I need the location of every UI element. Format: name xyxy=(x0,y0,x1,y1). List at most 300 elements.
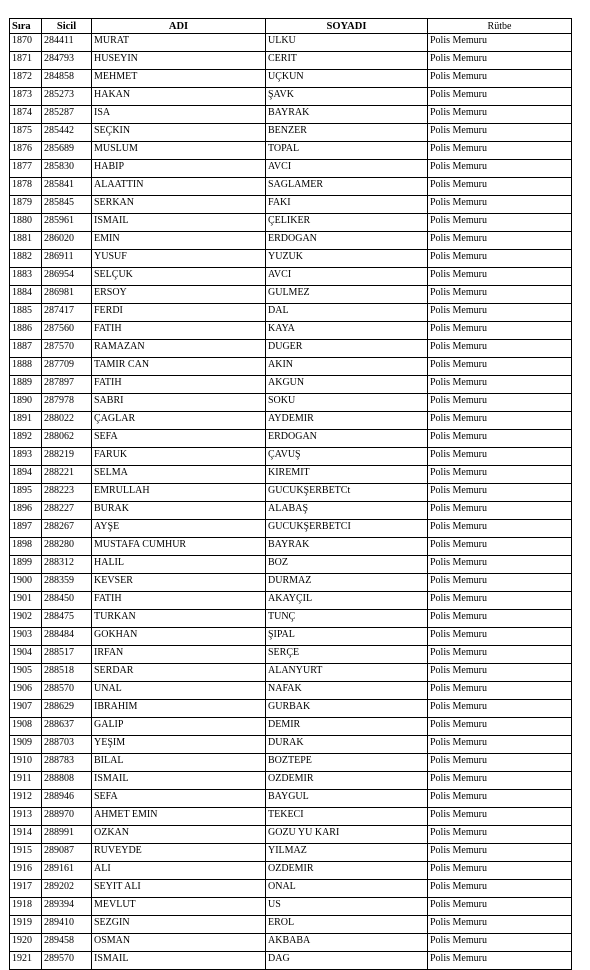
table-row xyxy=(10,538,572,556)
cell-adi: IRFAN xyxy=(92,646,266,664)
cell-sicil: 284858 xyxy=(42,70,92,88)
cell-rutbe: Polis Memuru xyxy=(428,466,572,484)
cell-sicil: 285845 xyxy=(42,196,92,214)
header-sicil: Sicil xyxy=(42,19,92,34)
cell-adi: MEVLUT xyxy=(92,898,266,916)
cell-sira: 1892 xyxy=(10,430,42,448)
cell-adi: SERKAN xyxy=(92,196,266,214)
table-row xyxy=(10,358,572,376)
cell-sira: 1875 xyxy=(10,124,42,142)
cell-soyadi: OZDEMIR xyxy=(266,772,428,790)
table-row xyxy=(10,304,572,322)
cell-sira: 1899 xyxy=(10,556,42,574)
cell-rutbe: Polis Memuru xyxy=(428,520,572,538)
cell-soyadi: AKBABA xyxy=(266,934,428,952)
cell-sira: 1877 xyxy=(10,160,42,178)
cell-adi: UNAL xyxy=(92,682,266,700)
cell-soyadi: UÇKUN xyxy=(266,70,428,88)
cell-adi: OSMAN xyxy=(92,934,266,952)
cell-sicil: 288991 xyxy=(42,826,92,844)
cell-sira: 1916 xyxy=(10,862,42,880)
cell-adi: ALI xyxy=(92,862,266,880)
cell-rutbe: Polis Memuru xyxy=(428,250,572,268)
cell-sira: 1897 xyxy=(10,520,42,538)
cell-soyadi: EROL xyxy=(266,916,428,934)
table-row xyxy=(10,700,572,718)
cell-sicil: 289570 xyxy=(42,952,92,970)
cell-rutbe: Polis Memuru xyxy=(428,268,572,286)
cell-sira: 1921 xyxy=(10,952,42,970)
cell-rutbe: Polis Memuru xyxy=(428,160,572,178)
cell-sira: 1878 xyxy=(10,178,42,196)
cell-soyadi: TEKECI xyxy=(266,808,428,826)
cell-rutbe: Polis Memuru xyxy=(428,808,572,826)
cell-adi: TURKAN xyxy=(92,610,266,628)
cell-soyadi: ULKU xyxy=(266,34,428,52)
cell-rutbe: Polis Memuru xyxy=(428,34,572,52)
table-header-row xyxy=(10,19,572,34)
cell-sira: 1915 xyxy=(10,844,42,862)
table-row xyxy=(10,394,572,412)
cell-sira: 1894 xyxy=(10,466,42,484)
cell-sira: 1919 xyxy=(10,916,42,934)
cell-rutbe: Polis Memuru xyxy=(428,610,572,628)
cell-adi: GOKHAN xyxy=(92,628,266,646)
cell-soyadi: AVCI xyxy=(266,268,428,286)
cell-adi: RAMAZAN xyxy=(92,340,266,358)
header-sira: Sıra xyxy=(10,19,42,34)
cell-adi: ISMAIL xyxy=(92,214,266,232)
cell-rutbe: Polis Memuru xyxy=(428,772,572,790)
cell-sicil: 288808 xyxy=(42,772,92,790)
cell-sicil: 289394 xyxy=(42,898,92,916)
cell-sicil: 285287 xyxy=(42,106,92,124)
cell-sicil: 288570 xyxy=(42,682,92,700)
cell-rutbe: Polis Memuru xyxy=(428,88,572,106)
cell-rutbe: Polis Memuru xyxy=(428,934,572,952)
table-row xyxy=(10,502,572,520)
cell-soyadi: YUZUK xyxy=(266,250,428,268)
cell-sira: 1870 xyxy=(10,34,42,52)
cell-sicil: 288946 xyxy=(42,790,92,808)
cell-soyadi: BAYRAK xyxy=(266,106,428,124)
cell-sicil: 288517 xyxy=(42,646,92,664)
cell-sira: 1910 xyxy=(10,754,42,772)
cell-soyadi: ERDOGAN xyxy=(266,232,428,250)
header-soyadi: SOYADI xyxy=(266,19,428,34)
cell-sicil: 289161 xyxy=(42,862,92,880)
cell-sira: 1918 xyxy=(10,898,42,916)
cell-soyadi: BAYRAK xyxy=(266,538,428,556)
cell-adi: MUSLUM xyxy=(92,142,266,160)
table-row xyxy=(10,88,572,106)
table-row xyxy=(10,736,572,754)
cell-sicil: 288022 xyxy=(42,412,92,430)
cell-adi: MEHMET xyxy=(92,70,266,88)
cell-soyadi: AYDEMIR xyxy=(266,412,428,430)
cell-sira: 1885 xyxy=(10,304,42,322)
cell-sira: 1876 xyxy=(10,142,42,160)
cell-soyadi: DEMIR xyxy=(266,718,428,736)
cell-adi: GALIP xyxy=(92,718,266,736)
cell-soyadi: SOKU xyxy=(266,394,428,412)
cell-soyadi: FAKI xyxy=(266,196,428,214)
cell-rutbe: Polis Memuru xyxy=(428,196,572,214)
cell-sira: 1907 xyxy=(10,700,42,718)
cell-adi: SEÇKIN xyxy=(92,124,266,142)
table-row xyxy=(10,52,572,70)
cell-soyadi: GUCUKŞERBETCI xyxy=(266,520,428,538)
cell-rutbe: Polis Memuru xyxy=(428,214,572,232)
cell-sira: 1881 xyxy=(10,232,42,250)
table-row xyxy=(10,520,572,538)
cell-sira: 1889 xyxy=(10,376,42,394)
cell-sira: 1920 xyxy=(10,934,42,952)
cell-sira: 1913 xyxy=(10,808,42,826)
cell-adi: AYŞE xyxy=(92,520,266,538)
cell-adi: EMRULLAH xyxy=(92,484,266,502)
table-body xyxy=(10,34,572,970)
cell-adi: TAMIR CAN xyxy=(92,358,266,376)
table-row xyxy=(10,952,572,970)
table-row xyxy=(10,682,572,700)
cell-sicil: 288312 xyxy=(42,556,92,574)
cell-rutbe: Polis Memuru xyxy=(428,412,572,430)
cell-sicil: 284411 xyxy=(42,34,92,52)
cell-soyadi: NAFAK xyxy=(266,682,428,700)
cell-adi: FATIH xyxy=(92,322,266,340)
cell-soyadi: GOZU YU KARI xyxy=(266,826,428,844)
cell-sicil: 288221 xyxy=(42,466,92,484)
cell-sicil: 288450 xyxy=(42,592,92,610)
cell-sicil: 285442 xyxy=(42,124,92,142)
cell-sicil: 287417 xyxy=(42,304,92,322)
cell-soyadi: DAG xyxy=(266,952,428,970)
cell-rutbe: Polis Memuru xyxy=(428,556,572,574)
cell-sira: 1872 xyxy=(10,70,42,88)
cell-adi: YUSUF xyxy=(92,250,266,268)
cell-soyadi: SERÇE xyxy=(266,646,428,664)
cell-adi: HUSEYIN xyxy=(92,52,266,70)
cell-rutbe: Polis Memuru xyxy=(428,646,572,664)
cell-sicil: 286954 xyxy=(42,268,92,286)
cell-soyadi: TUNÇ xyxy=(266,610,428,628)
header-adi: ADI xyxy=(92,19,266,34)
cell-sicil: 284793 xyxy=(42,52,92,70)
cell-soyadi: DAL xyxy=(266,304,428,322)
cell-rutbe: Polis Memuru xyxy=(428,862,572,880)
cell-soyadi: ONAL xyxy=(266,880,428,898)
cell-sira: 1880 xyxy=(10,214,42,232)
cell-rutbe: Polis Memuru xyxy=(428,682,572,700)
cell-adi: KEVSER xyxy=(92,574,266,592)
cell-adi: HAKAN xyxy=(92,88,266,106)
cell-rutbe: Polis Memuru xyxy=(428,124,572,142)
cell-rutbe: Polis Memuru xyxy=(428,916,572,934)
cell-soyadi: BOZ xyxy=(266,556,428,574)
cell-soyadi: KAYA xyxy=(266,322,428,340)
cell-sicil: 288475 xyxy=(42,610,92,628)
cell-adi: SELMA xyxy=(92,466,266,484)
cell-rutbe: Polis Memuru xyxy=(428,484,572,502)
table-row xyxy=(10,610,572,628)
cell-soyadi: SAGLAMER xyxy=(266,178,428,196)
cell-rutbe: Polis Memuru xyxy=(428,358,572,376)
cell-sicil: 288267 xyxy=(42,520,92,538)
cell-soyadi: AVCI xyxy=(266,160,428,178)
cell-adi: SEZGIN xyxy=(92,916,266,934)
cell-adi: SABRI xyxy=(92,394,266,412)
cell-adi: HALIL xyxy=(92,556,266,574)
cell-sicil: 287897 xyxy=(42,376,92,394)
cell-adi: FARUK xyxy=(92,448,266,466)
table-row xyxy=(10,466,572,484)
cell-adi: FATIH xyxy=(92,592,266,610)
cell-rutbe: Polis Memuru xyxy=(428,754,572,772)
cell-sira: 1909 xyxy=(10,736,42,754)
cell-adi: SELÇUK xyxy=(92,268,266,286)
cell-soyadi: AKIN xyxy=(266,358,428,376)
cell-adi: ISMAIL xyxy=(92,772,266,790)
cell-adi: HABIP xyxy=(92,160,266,178)
cell-soyadi: AKGUN xyxy=(266,376,428,394)
cell-sira: 1891 xyxy=(10,412,42,430)
cell-rutbe: Polis Memuru xyxy=(428,844,572,862)
table-row xyxy=(10,214,572,232)
table-row xyxy=(10,178,572,196)
table-row xyxy=(10,286,572,304)
cell-adi: SERDAR xyxy=(92,664,266,682)
cell-rutbe: Polis Memuru xyxy=(428,736,572,754)
cell-soyadi: ERDOGAN xyxy=(266,430,428,448)
cell-adi: BURAK xyxy=(92,502,266,520)
cell-sira: 1895 xyxy=(10,484,42,502)
table-row xyxy=(10,196,572,214)
cell-adi: ALAATTIN xyxy=(92,178,266,196)
cell-sicil: 288227 xyxy=(42,502,92,520)
table-row xyxy=(10,106,572,124)
cell-soyadi: GUCUKŞERBETCt xyxy=(266,484,428,502)
table-row xyxy=(10,808,572,826)
cell-rutbe: Polis Memuru xyxy=(428,376,572,394)
document-page xyxy=(9,18,571,970)
table-row xyxy=(10,718,572,736)
cell-rutbe: Polis Memuru xyxy=(428,106,572,124)
cell-sira: 1906 xyxy=(10,682,42,700)
cell-rutbe: Polis Memuru xyxy=(428,394,572,412)
cell-rutbe: Polis Memuru xyxy=(428,898,572,916)
cell-sicil: 285689 xyxy=(42,142,92,160)
cell-sira: 1900 xyxy=(10,574,42,592)
cell-soyadi: ÇELIKER xyxy=(266,214,428,232)
cell-sicil: 287560 xyxy=(42,322,92,340)
table-row xyxy=(10,160,572,178)
cell-adi: MURAT xyxy=(92,34,266,52)
table-row xyxy=(10,646,572,664)
cell-sicil: 285273 xyxy=(42,88,92,106)
table-row xyxy=(10,430,572,448)
cell-adi: ISMAIL xyxy=(92,952,266,970)
cell-soyadi: US xyxy=(266,898,428,916)
table-row xyxy=(10,322,572,340)
table-row xyxy=(10,898,572,916)
cell-rutbe: Polis Memuru xyxy=(428,592,572,610)
cell-sicil: 287570 xyxy=(42,340,92,358)
cell-sira: 1887 xyxy=(10,340,42,358)
table-row xyxy=(10,592,572,610)
cell-soyadi: BENZER xyxy=(266,124,428,142)
cell-adi: RUVEYDE xyxy=(92,844,266,862)
table-row xyxy=(10,484,572,502)
cell-rutbe: Polis Memuru xyxy=(428,628,572,646)
table-row xyxy=(10,142,572,160)
cell-sira: 1873 xyxy=(10,88,42,106)
table-row xyxy=(10,448,572,466)
cell-adi: ISA xyxy=(92,106,266,124)
cell-adi: IBRAHIM xyxy=(92,700,266,718)
cell-sicil: 286981 xyxy=(42,286,92,304)
cell-soyadi: DUGER xyxy=(266,340,428,358)
cell-sira: 1874 xyxy=(10,106,42,124)
cell-sira: 1893 xyxy=(10,448,42,466)
cell-sira: 1902 xyxy=(10,610,42,628)
table-row xyxy=(10,880,572,898)
table-row xyxy=(10,844,572,862)
cell-sira: 1901 xyxy=(10,592,42,610)
table-row xyxy=(10,916,572,934)
cell-adi: FERDI xyxy=(92,304,266,322)
cell-sicil: 288219 xyxy=(42,448,92,466)
cell-sicil: 288280 xyxy=(42,538,92,556)
cell-sicil: 287978 xyxy=(42,394,92,412)
cell-sicil: 285830 xyxy=(42,160,92,178)
cell-sira: 1905 xyxy=(10,664,42,682)
cell-sicil: 289087 xyxy=(42,844,92,862)
cell-rutbe: Polis Memuru xyxy=(428,502,572,520)
cell-soyadi: ÇAVUŞ xyxy=(266,448,428,466)
cell-sicil: 288484 xyxy=(42,628,92,646)
table-row xyxy=(10,376,572,394)
cell-sicil: 288703 xyxy=(42,736,92,754)
table-row xyxy=(10,790,572,808)
table-row xyxy=(10,70,572,88)
cell-soyadi: BOZTEPE xyxy=(266,754,428,772)
cell-sira: 1890 xyxy=(10,394,42,412)
cell-sicil: 288637 xyxy=(42,718,92,736)
header-rutbe: Rütbe xyxy=(428,19,572,34)
cell-sicil: 288062 xyxy=(42,430,92,448)
cell-adi: ÇAGLAR xyxy=(92,412,266,430)
personnel-table xyxy=(9,18,572,970)
cell-sicil: 285961 xyxy=(42,214,92,232)
cell-sicil: 287709 xyxy=(42,358,92,376)
table-row xyxy=(10,574,572,592)
table-row xyxy=(10,862,572,880)
cell-sicil: 286911 xyxy=(42,250,92,268)
cell-sira: 1917 xyxy=(10,880,42,898)
cell-adi: YEŞIM xyxy=(92,736,266,754)
cell-sicil: 288223 xyxy=(42,484,92,502)
cell-sira: 1903 xyxy=(10,628,42,646)
cell-rutbe: Polis Memuru xyxy=(428,826,572,844)
cell-soyadi: TOPAL xyxy=(266,142,428,160)
cell-rutbe: Polis Memuru xyxy=(428,304,572,322)
cell-soyadi: AKAYÇIL xyxy=(266,592,428,610)
cell-adi: EMIN xyxy=(92,232,266,250)
cell-sira: 1912 xyxy=(10,790,42,808)
cell-rutbe: Polis Memuru xyxy=(428,286,572,304)
cell-sira: 1882 xyxy=(10,250,42,268)
cell-soyadi: GURBAK xyxy=(266,700,428,718)
table-row xyxy=(10,628,572,646)
cell-sicil: 289458 xyxy=(42,934,92,952)
cell-sira: 1886 xyxy=(10,322,42,340)
table-row xyxy=(10,34,572,52)
cell-adi: AHMET EMIN xyxy=(92,808,266,826)
cell-sicil: 285841 xyxy=(42,178,92,196)
cell-adi: SEFA xyxy=(92,790,266,808)
cell-adi: OZKAN xyxy=(92,826,266,844)
cell-rutbe: Polis Memuru xyxy=(428,340,572,358)
table-row xyxy=(10,664,572,682)
cell-sicil: 288359 xyxy=(42,574,92,592)
cell-sira: 1904 xyxy=(10,646,42,664)
cell-soyadi: BAYGUL xyxy=(266,790,428,808)
cell-soyadi: CERIT xyxy=(266,52,428,70)
cell-rutbe: Polis Memuru xyxy=(428,232,572,250)
cell-soyadi: ŞIPAL xyxy=(266,628,428,646)
table-row xyxy=(10,268,572,286)
table-row xyxy=(10,412,572,430)
table-row xyxy=(10,340,572,358)
cell-rutbe: Polis Memuru xyxy=(428,142,572,160)
cell-sicil: 288629 xyxy=(42,700,92,718)
table-row xyxy=(10,124,572,142)
cell-sicil: 288783 xyxy=(42,754,92,772)
cell-sicil: 286020 xyxy=(42,232,92,250)
table-row xyxy=(10,250,572,268)
cell-rutbe: Polis Memuru xyxy=(428,178,572,196)
cell-soyadi: DURAK xyxy=(266,736,428,754)
cell-sicil: 289410 xyxy=(42,916,92,934)
cell-rutbe: Polis Memuru xyxy=(428,52,572,70)
table-row xyxy=(10,826,572,844)
cell-sicil: 289202 xyxy=(42,880,92,898)
cell-rutbe: Polis Memuru xyxy=(428,430,572,448)
table-row xyxy=(10,232,572,250)
cell-rutbe: Polis Memuru xyxy=(428,448,572,466)
cell-sira: 1908 xyxy=(10,718,42,736)
cell-adi: ERSOY xyxy=(92,286,266,304)
cell-rutbe: Polis Memuru xyxy=(428,700,572,718)
cell-sira: 1896 xyxy=(10,502,42,520)
cell-adi: SEYIT ALI xyxy=(92,880,266,898)
cell-soyadi: ŞAVK xyxy=(266,88,428,106)
cell-soyadi: DURMAZ xyxy=(266,574,428,592)
cell-soyadi: YILMAZ xyxy=(266,844,428,862)
cell-soyadi: OZDEMIR xyxy=(266,862,428,880)
table-row xyxy=(10,772,572,790)
cell-adi: SEFA xyxy=(92,430,266,448)
cell-sicil: 288970 xyxy=(42,808,92,826)
cell-sira: 1898 xyxy=(10,538,42,556)
cell-sicil: 288518 xyxy=(42,664,92,682)
cell-rutbe: Polis Memuru xyxy=(428,70,572,88)
cell-rutbe: Polis Memuru xyxy=(428,574,572,592)
cell-adi: MUSTAFA CUMHUR xyxy=(92,538,266,556)
cell-soyadi: KIREMIT xyxy=(266,466,428,484)
cell-sira: 1914 xyxy=(10,826,42,844)
